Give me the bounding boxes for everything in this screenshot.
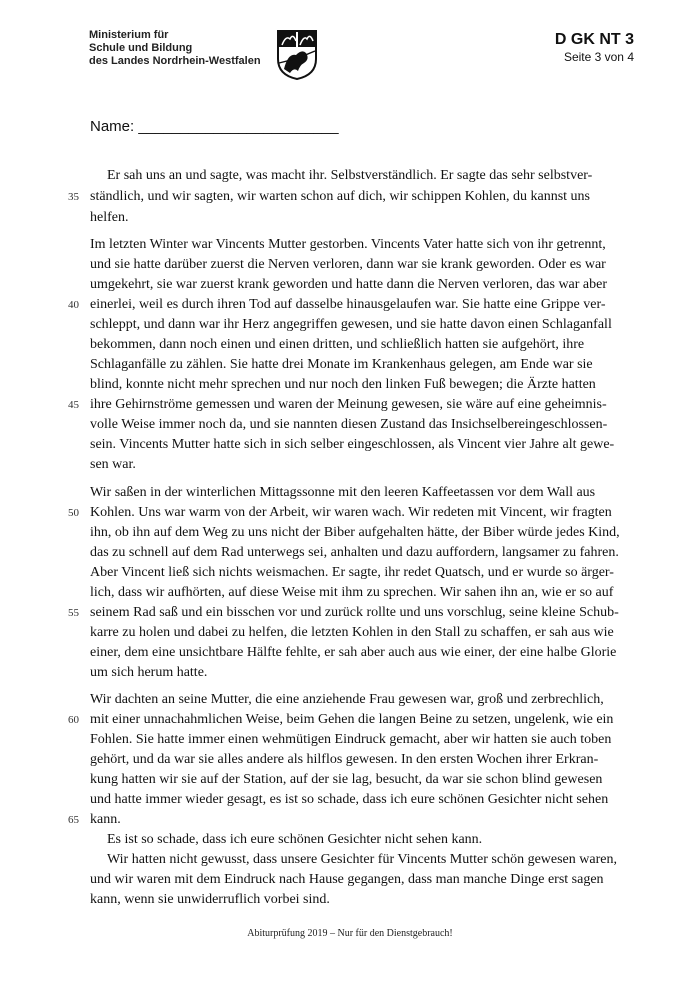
line-number: 65	[68, 814, 79, 826]
text-line: einer, dem eine unsichtbare Hälfte fehlte, er sah aber auch aus wie einer, der eine halbe Glorie	[90, 645, 617, 660]
exam-code: D GK NT 3	[554, 31, 634, 48]
text-line: Es ist so schade, dass ich eure schönen Gesichter nicht sehen kann.	[107, 832, 483, 847]
text-line: ihre Gehirnströme gemessen und waren der Meinung gewesen, sie wäre auf eine geheimnis-	[90, 397, 607, 412]
text-line: helfen.	[90, 210, 129, 225]
text-line: sen war.	[90, 457, 136, 472]
text-line: einerlei, weil es durch ihren Tod auf dasselbe hinausgelaufen war. Sie hatte eine Grippe ver-	[90, 297, 606, 312]
text-line: Er sah uns an und sagte, was macht ihr. Selbstverständlich. Er sagte das sehr selbstver-	[107, 168, 593, 183]
text-line: kann.	[90, 812, 121, 827]
line-number: 60	[68, 714, 79, 726]
text-line: kung hatten wir sie auf der Station, auf der sie lag, besucht, da war sie schon blind gewesen	[90, 772, 603, 787]
text-line: Wir hatten nicht gewusst, dass unsere Gesichter für Vincents Mutter schön gewesen waren,	[107, 852, 617, 867]
line-number: 50	[68, 507, 79, 519]
text-line: Schlaganfälle zu zählen. Sie hatte drei Monate im Krankenhaus gelegen, am Ende war sie	[90, 357, 593, 372]
text-line: seinem Rad saß und ein bisschen vor und zurück rollte und uns vorschlug, seine kleine Schub-	[90, 605, 619, 620]
text-line: ihn, ob ihn auf dem Weg zu uns nicht der Biber aufgehalten hätte, der Biber würde jedes Kind,	[90, 525, 620, 540]
page-info: Seite 3 von 4	[563, 50, 634, 64]
text-line: Aber Vincent ließ sich nichts weismachen. Er sagte, ihr redet Quatsch, und er wurde so ärger-	[90, 565, 614, 580]
text-line: Im letzten Winter war Vincents Mutter gestorben. Vincents Vater hatte sich von ihr getrennt,	[90, 237, 606, 252]
line-number: 40	[68, 299, 79, 311]
text-line: lich, dass wir aufhörten, auf diese Weise mit ihm zu sprechen. Wir sahen ihn an, wie er so auf	[90, 585, 614, 600]
text-line: und wir waren mit dem Eindruck nach Hause gegangen, dass man manche Dinge erst sagen	[90, 872, 604, 887]
text-line: bekommen, dann noch einen und einen dritten, und schließlich hatten sie aufgehört, ihre	[90, 337, 585, 352]
text-line: sein. Vincents Mutter hatte sich in sich selber eingeschlossen, als Vincent vier Jahre alt gewe-	[90, 437, 615, 452]
line-number: 45	[68, 399, 79, 411]
page-footer: Abiturprüfung 2019 – Nur für den Dienstgebrauch!	[247, 928, 453, 939]
text-line: schleppt, und dann war ihr Herz angegriffen gewesen, und sie hatte davon einen Schlaganfall	[90, 317, 612, 332]
text-line: Fohlen. Sie hatte immer einen wehmütigen Eindruck gemacht, aber wir hatten sie auch toben	[90, 732, 612, 747]
exam-code-block	[555, 30, 634, 65]
text-line: blind, konnte nicht mehr sprechen und nur noch den linken Fuß bewegen; die Ärzte hatten	[90, 377, 596, 392]
text-line: und hatte immer wieder gesagt, es ist so schade, dass ich eure schönen Gesichter nicht sehen	[90, 792, 609, 807]
text-line: und sie hatte darüber zuerst die Nerven verloren, dann war sie krank geworden. Oder es war	[90, 257, 606, 272]
text-line: Kohlen. Uns war warm von der Arbeit, wir waren wach. Wir redeten mit Vincent, wir fragten	[90, 505, 612, 520]
text-line: um sich herum hatte.	[90, 665, 208, 680]
text-line: karre zu holen und dabei zu helfen, die letzten Kohlen in den Stall zu schaffen, er sah aus wie	[90, 625, 614, 640]
ministry-name	[89, 29, 261, 68]
nrw-coat-of-arms-icon	[276, 29, 318, 81]
line-number: 55	[68, 607, 79, 619]
name-field: Name: ________________________	[90, 118, 339, 135]
line-number: 35	[68, 191, 79, 203]
ministry-line: Ministerium für	[89, 29, 169, 41]
text-line: mit einer unnachahmlichen Weise, beim Gehen die langen Beine zu setzen, ungelenk, wie ein	[90, 712, 614, 727]
text-line: Wir saßen in der winterlichen Mittagssonne mit den leeren Kaffeetassen vor dem Wall aus	[90, 485, 596, 500]
text-line: das zu schnell auf dem Rad unterwegs sei, anhalten und dazu auffordern, langsamer zu fahren.	[90, 545, 619, 560]
text-line: gehört, und da war sie alles andere als hilflos gewesen. In den ersten Wochen ihrer Erkran-	[90, 752, 599, 767]
ministry-line: des Landes Nordrhein-Westfalen	[89, 55, 261, 67]
text-line: volle Weise immer noch da, und sie nannten diesen Zustand das Insichselbereingeschlossen-	[90, 417, 608, 432]
text-line: ständlich, und wir sagten, wir warten schon auf dich, wir schippen Kohlen, du kannst uns	[90, 189, 591, 204]
text-line: Wir dachten an seine Mutter, die eine anziehende Frau gewesen war, groß und zerbrechlich,	[90, 692, 604, 707]
text-line: kann, wenn sie unwiderruflich vorbei sind.	[90, 892, 330, 907]
ministry-line: Schule und Bildung	[89, 42, 193, 54]
text-line: umgekehrt, sie war zuerst krank geworden und hatte dann die Nerven verloren, das war aber	[90, 277, 608, 292]
